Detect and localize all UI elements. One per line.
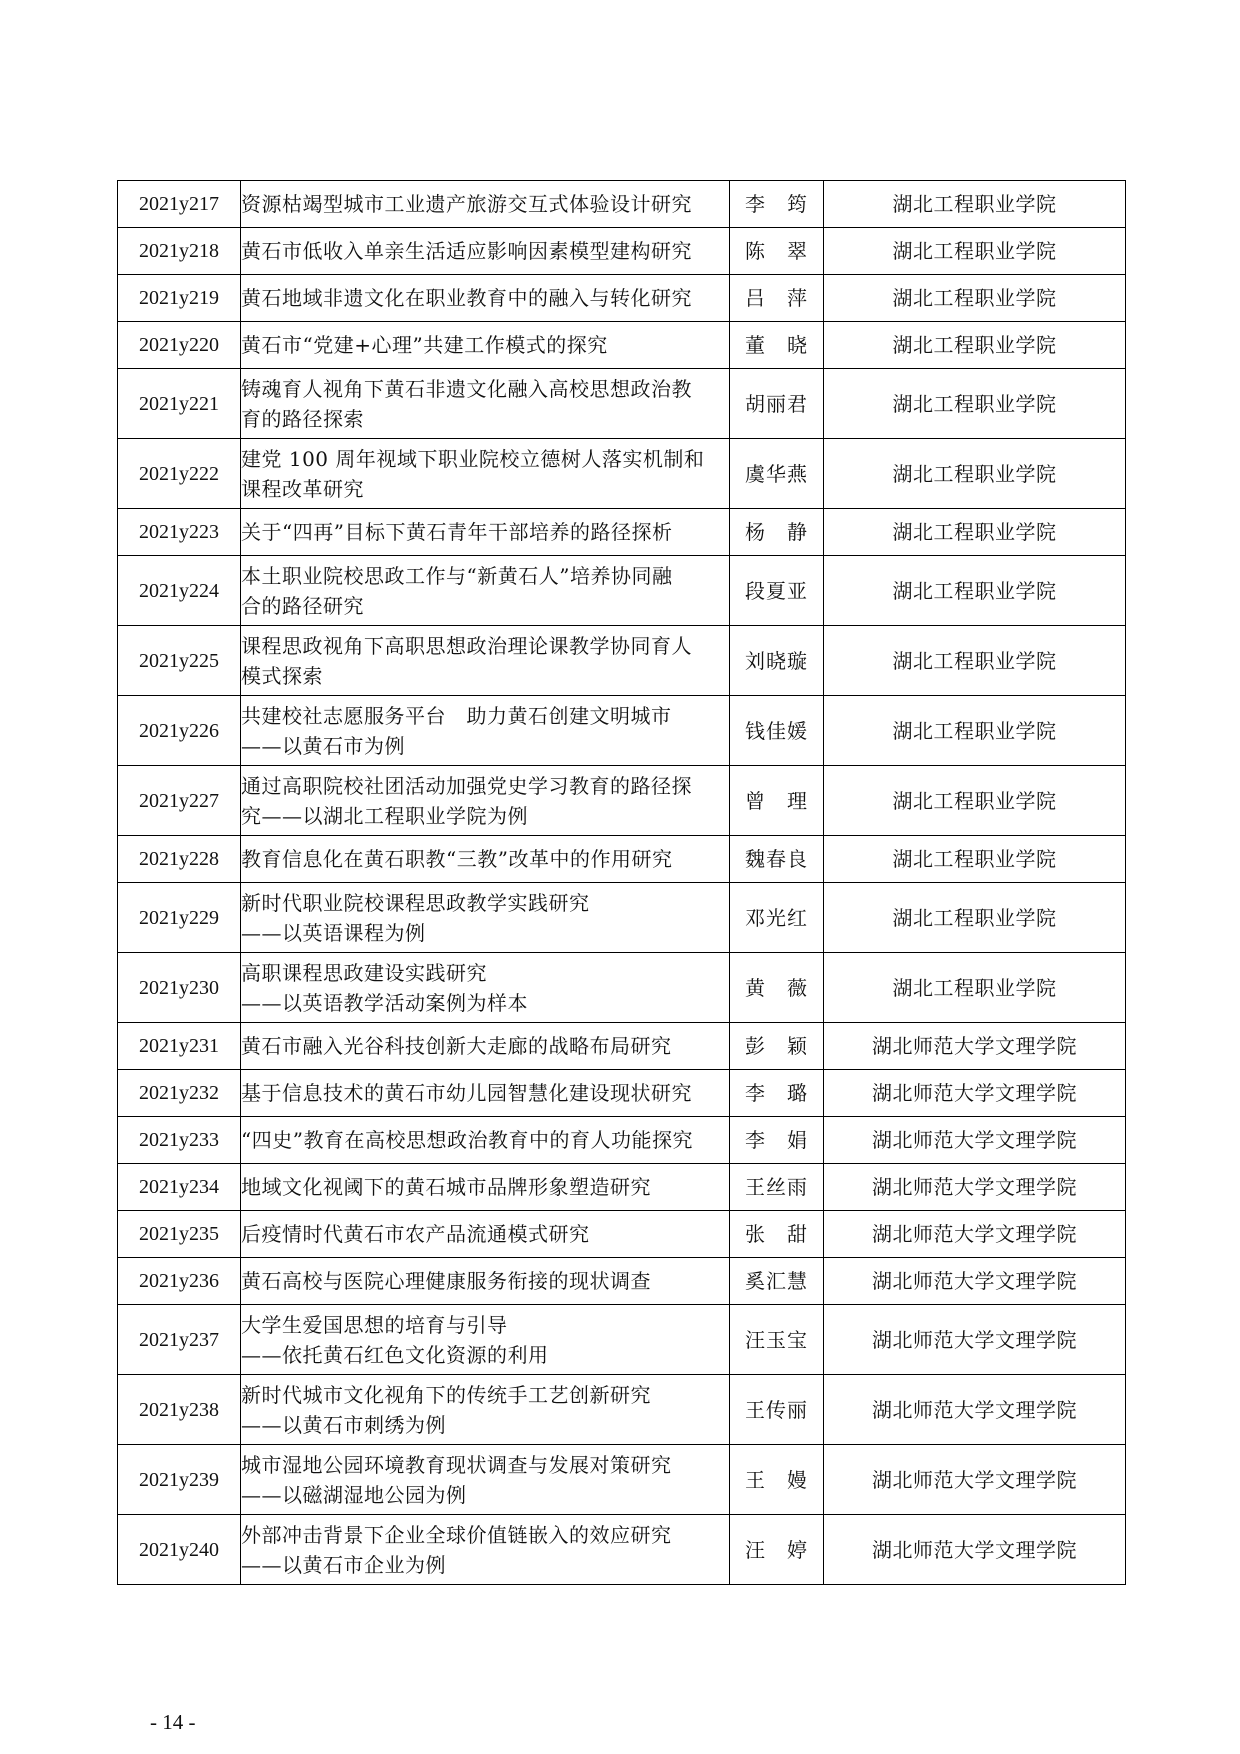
table-row [118, 1023, 1126, 1070]
project-leader-cell: 曾 理 [730, 766, 824, 836]
project-title-line: 外部冲击背景下企业全球价值链嵌入的效应研究 [241, 1522, 672, 1547]
table-row [118, 836, 1126, 883]
project-unit-cell: 湖北师范大学文理学院 [824, 1023, 1126, 1070]
project-unit-cell: 湖北工程职业学院 [824, 509, 1126, 556]
project-title-line: 模式探索 [241, 663, 323, 688]
project-unit-cell: 湖北工程职业学院 [824, 322, 1126, 369]
project-id-cell: 2021y231 [118, 1023, 241, 1070]
table-row [118, 1070, 1126, 1117]
project-title-cell [241, 439, 730, 509]
project-leader-cell: 吕 萍 [730, 275, 824, 322]
project-title-line: ——依托黄石红色文化资源的利用 [241, 1342, 549, 1367]
project-leader-cell: 黄 薇 [730, 953, 824, 1023]
project-id-cell: 2021y237 [118, 1305, 241, 1375]
project-title-cell [241, 1375, 730, 1445]
project-title-line: 新时代城市文化视角下的传统手工艺创新研究 [241, 1382, 651, 1407]
project-leader-cell: 杨 静 [730, 509, 824, 556]
project-leader-cell: 彭 颖 [730, 1023, 824, 1070]
project-title-line: ——以黄石市刺绣为例 [241, 1412, 446, 1437]
project-leader-cell: 汪玉宝 [730, 1305, 824, 1375]
project-unit-cell: 湖北工程职业学院 [824, 766, 1126, 836]
project-title-cell [241, 228, 730, 275]
project-unit-cell: 湖北师范大学文理学院 [824, 1164, 1126, 1211]
project-title-cell [241, 953, 730, 1023]
project-title-cell [241, 836, 730, 883]
project-title-line: 本土职业院校思政工作与“新黄石人”培养协同融 [241, 563, 673, 588]
project-title-cell [241, 1211, 730, 1258]
project-title-line: ——以英语课程为例 [241, 920, 426, 945]
project-id-cell: 2021y239 [118, 1445, 241, 1515]
table-row [118, 181, 1126, 228]
table-row [118, 953, 1126, 1023]
project-title-line: “四史”教育在高校思想政治教育中的育人功能探究 [241, 1128, 693, 1152]
project-id-cell: 2021y234 [118, 1164, 241, 1211]
project-leader-cell: 王丝雨 [730, 1164, 824, 1211]
project-title-line: 新时代职业院校课程思政教学实践研究 [241, 890, 590, 915]
project-id-cell: 2021y226 [118, 696, 241, 766]
project-title-line: 黄石市“党建+心理”共建工作模式的探究 [241, 333, 608, 357]
project-title-line: ——以黄石市企业为例 [241, 1552, 446, 1577]
project-title-cell [241, 1515, 730, 1585]
project-leader-cell: 钱佳媛 [730, 696, 824, 766]
project-title-cell [241, 696, 730, 766]
project-unit-cell: 湖北师范大学文理学院 [824, 1211, 1126, 1258]
project-title-cell [241, 275, 730, 322]
project-title-cell [241, 369, 730, 439]
table-row [118, 1375, 1126, 1445]
project-unit-cell: 湖北工程职业学院 [824, 626, 1126, 696]
project-title-cell [241, 1117, 730, 1164]
project-unit-cell: 湖北工程职业学院 [824, 275, 1126, 322]
project-title-line: ——以英语教学活动案例为样本 [241, 990, 528, 1015]
project-leader-cell: 王传丽 [730, 1375, 824, 1445]
project-leader-cell: 陈 翠 [730, 228, 824, 275]
table-row [118, 1164, 1126, 1211]
project-title-line: 黄石高校与医院心理健康服务衔接的现状调查 [241, 1269, 651, 1293]
project-table [117, 180, 1126, 1585]
project-id-cell: 2021y218 [118, 228, 241, 275]
project-leader-cell: 段夏亚 [730, 556, 824, 626]
project-unit-cell: 湖北师范大学文理学院 [824, 1305, 1126, 1375]
table-row [118, 1117, 1126, 1164]
project-unit-cell: 湖北工程职业学院 [824, 696, 1126, 766]
project-unit-cell: 湖北工程职业学院 [824, 953, 1126, 1023]
project-leader-cell: 董 晓 [730, 322, 824, 369]
table-row [118, 883, 1126, 953]
table-row [118, 1211, 1126, 1258]
table-row [118, 509, 1126, 556]
table-row [118, 556, 1126, 626]
table-row [118, 1445, 1126, 1515]
project-title-line: 关于“四再”目标下黄石青年干部培养的路径探析 [241, 520, 673, 544]
page-number: - 14 - [150, 1710, 196, 1734]
table-row [118, 1258, 1126, 1305]
project-id-cell: 2021y225 [118, 626, 241, 696]
project-id-cell: 2021y229 [118, 883, 241, 953]
project-title-cell [241, 181, 730, 228]
project-title-cell [241, 883, 730, 953]
project-unit-cell: 湖北工程职业学院 [824, 439, 1126, 509]
project-leader-cell: 虞华燕 [730, 439, 824, 509]
project-title-line: 育的路径探索 [241, 406, 364, 431]
project-title-line: 黄石市低收入单亲生活适应影响因素模型建构研究 [241, 239, 692, 263]
project-id-cell: 2021y232 [118, 1070, 241, 1117]
table-row [118, 1515, 1126, 1585]
project-title-line: 基于信息技术的黄石市幼儿园智慧化建设现状研究 [241, 1081, 692, 1105]
project-title-cell [241, 766, 730, 836]
project-title-line: 黄石地域非遗文化在职业教育中的融入与转化研究 [241, 286, 692, 310]
project-unit-cell: 湖北师范大学文理学院 [824, 1117, 1126, 1164]
project-id-cell: 2021y227 [118, 766, 241, 836]
project-title-line: 城市湿地公园环境教育现状调查与发展对策研究 [241, 1452, 672, 1477]
project-unit-cell: 湖北工程职业学院 [824, 369, 1126, 439]
project-title-cell [241, 1258, 730, 1305]
project-id-cell: 2021y238 [118, 1375, 241, 1445]
project-id-cell: 2021y224 [118, 556, 241, 626]
project-unit-cell: 湖北工程职业学院 [824, 228, 1126, 275]
project-leader-cell: 邓光红 [730, 883, 824, 953]
project-title-cell [241, 322, 730, 369]
project-title-line: 合的路径研究 [241, 593, 364, 618]
table-row [118, 696, 1126, 766]
project-unit-cell: 湖北师范大学文理学院 [824, 1070, 1126, 1117]
project-leader-cell: 魏春良 [730, 836, 824, 883]
project-title-line: 大学生爱国思想的培育与引导 [241, 1312, 508, 1337]
project-leader-cell: 李 娟 [730, 1117, 824, 1164]
project-title-line: 课程改革研究 [241, 476, 364, 501]
project-unit-cell: 湖北工程职业学院 [824, 836, 1126, 883]
project-id-cell: 2021y230 [118, 953, 241, 1023]
project-leader-cell: 刘晓璇 [730, 626, 824, 696]
project-unit-cell: 湖北师范大学文理学院 [824, 1515, 1126, 1585]
table-row [118, 439, 1126, 509]
project-title-line: ——以磁湖湿地公园为例 [241, 1482, 467, 1507]
project-title-cell [241, 1164, 730, 1211]
project-unit-cell: 湖北工程职业学院 [824, 556, 1126, 626]
table-row [118, 1305, 1126, 1375]
project-leader-cell: 王 嫚 [730, 1445, 824, 1515]
project-title-cell [241, 509, 730, 556]
project-title-line: 建党 100 周年视域下职业院校立德树人落实机制和 [241, 446, 705, 471]
project-title-line: ——以黄石市为例 [241, 733, 405, 758]
project-title-line: 黄石市融入光谷科技创新大走廊的战略布局研究 [241, 1034, 672, 1058]
project-title-line: 课程思政视角下高职思想政治理论课教学协同育人 [241, 633, 692, 658]
project-unit-cell: 湖北师范大学文理学院 [824, 1258, 1126, 1305]
project-id-cell: 2021y220 [118, 322, 241, 369]
project-title-line: 教育信息化在黄石职教“三教”改革中的作用研究 [241, 847, 673, 871]
project-title-cell [241, 1023, 730, 1070]
project-id-cell: 2021y217 [118, 181, 241, 228]
project-leader-cell: 胡丽君 [730, 369, 824, 439]
project-title-cell [241, 1305, 730, 1375]
project-leader-cell: 奚汇慧 [730, 1258, 824, 1305]
project-id-cell: 2021y228 [118, 836, 241, 883]
project-title-line: 究——以湖北工程职业学院为例 [241, 803, 528, 828]
table-row [118, 228, 1126, 275]
project-title-line: 高职课程思政建设实践研究 [241, 960, 487, 985]
project-table-body [118, 181, 1126, 1585]
project-leader-cell: 李 筠 [730, 181, 824, 228]
project-unit-cell: 湖北师范大学文理学院 [824, 1375, 1126, 1445]
project-title-line: 铸魂育人视角下黄石非遗文化融入高校思想政治教 [241, 376, 692, 401]
project-id-cell: 2021y219 [118, 275, 241, 322]
project-title-line: 通过高职院校社团活动加强党史学习教育的路径探 [241, 773, 692, 798]
table-row [118, 766, 1126, 836]
table-row [118, 322, 1126, 369]
project-id-cell: 2021y221 [118, 369, 241, 439]
project-id-cell: 2021y236 [118, 1258, 241, 1305]
project-title-line: 共建校社志愿服务平台 助力黄石创建文明城市 [241, 703, 672, 728]
project-title-line: 资源枯竭型城市工业遗产旅游交互式体验设计研究 [241, 192, 692, 216]
project-title-line: 后疫情时代黄石市农产品流通模式研究 [241, 1222, 590, 1246]
project-title-cell [241, 1070, 730, 1117]
project-id-cell: 2021y235 [118, 1211, 241, 1258]
project-title-line: 地域文化视阈下的黄石城市品牌形象塑造研究 [241, 1175, 651, 1199]
project-leader-cell: 汪 婷 [730, 1515, 824, 1585]
project-title-cell [241, 1445, 730, 1515]
project-id-cell: 2021y222 [118, 439, 241, 509]
project-id-cell: 2021y233 [118, 1117, 241, 1164]
project-id-cell: 2021y240 [118, 1515, 241, 1585]
table-row [118, 369, 1126, 439]
project-id-cell: 2021y223 [118, 509, 241, 556]
table-row [118, 275, 1126, 322]
project-unit-cell: 湖北工程职业学院 [824, 181, 1126, 228]
project-leader-cell: 李 璐 [730, 1070, 824, 1117]
project-title-cell [241, 556, 730, 626]
table-row [118, 626, 1126, 696]
project-title-cell [241, 626, 730, 696]
project-unit-cell: 湖北工程职业学院 [824, 883, 1126, 953]
project-leader-cell: 张 甜 [730, 1211, 824, 1258]
project-unit-cell: 湖北师范大学文理学院 [824, 1445, 1126, 1515]
